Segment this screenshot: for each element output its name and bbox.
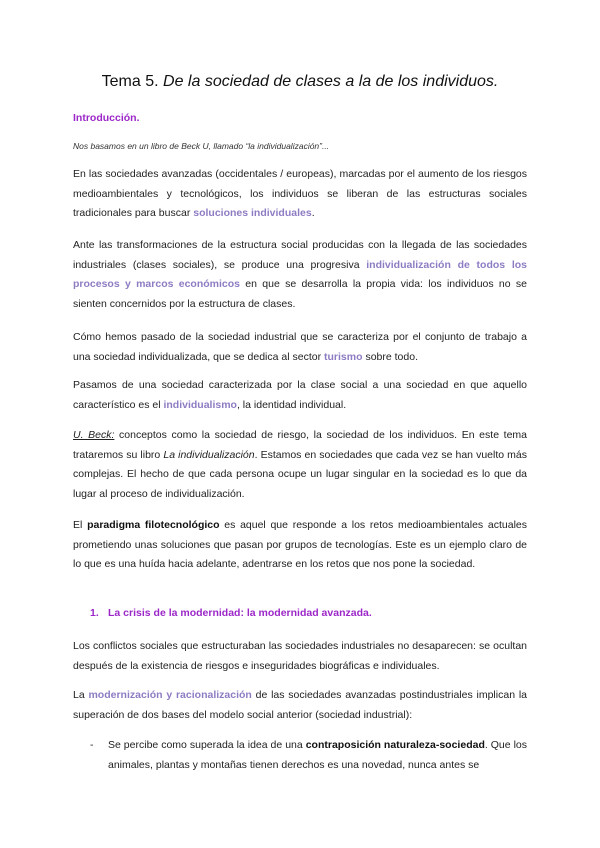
paragraph-6: El paradigma filotecnológico es aquel que responde a los retos medioambientales actuales prometiendo unas soluciones que pasan por grupos de tecnologías. Este es un ejemplo claro de lo que es una huída hacia adelante, adentrarse en los retos que nos pone la sociedad. [73,519,527,570]
list-item-text: Se percibe como superada la idea de una contraposición naturaleza-sociedad. Que los animales, plantas y montañas tienen derechos es una novedad, nunca antes se [108,739,527,771]
bold-term: contraposición naturaleza-sociedad [305,739,485,751]
highlight-term: modernización y racionalización [88,689,252,701]
bullet-dash: - [90,739,94,751]
intro-heading: Introducción. [73,112,140,124]
list-item [90,736,527,775]
title-lead: Tema 5. [101,73,159,90]
author-name: U. Beck: [73,429,115,441]
page-title [0,73,600,91]
paragraph-2: Ante las transformaciones de la estructura social producidas con la llegada de las sociedades industriales (clases sociales), se produce una progresiva individualización de todos los procesos y marcos económicos en que se desarrolla la propia vida: los individuos no se sienten concernidos por la estructura de clases. [73,239,527,310]
intro-note: Nos basamos en un libro de Beck U, llamado “la individualización”... [73,141,330,151]
paragraph-8: La modernización y racionalización de las sociedades avanzadas postindustriales implican la superación de dos bases del modelo social anterior (sociedad industrial): [73,689,527,721]
section-number: 1. [90,607,99,619]
section-title: La crisis de la modernidad: la modernidad avanzada. [108,607,372,619]
book-title: La individualización [163,448,255,461]
highlight-term: individualismo [163,398,237,411]
paragraph-3: Cómo hemos pasado de la sociedad industrial que se caracteriza por el conjunto de trabajo a una sociedad individualizada, que se dedica al sector turismo sobre todo. [73,331,527,363]
highlight-term: soluciones individuales [193,207,312,219]
bold-term: paradigma filotecnológico [87,519,220,531]
section-1-heading [90,607,372,619]
title-subtitle: De la sociedad de clases a la de los individuos. [163,73,499,90]
paragraph-1: En las sociedades avanzadas (occidentales / europeas), marcadas por el aumento de los riesgos medioambientales y tecnológicos, los individuos se liberan de las estructuras sociales tradicionales para buscar soluciones individuales. [73,168,527,219]
highlight-term: turismo [324,350,363,363]
paragraph-4: Pasamos de una sociedad caracterizada por la clase social a una sociedad en que aquello característico es el individualismo, la identidad individual. [73,379,527,411]
paragraph-5: U. Beck: conceptos como la sociedad de riesgo, la sociedad de los individuos. En este tema trataremos su libro La individualización. Estamos en sociedades que cada vez se han vuelto más complejas. El hecho de que cada persona ocupe un lugar singular en la sociedad es lo que da lugar al proceso de individualización. [73,429,528,500]
paragraph-7: Los conflictos sociales que estructuraban las sociedades industriales no desaparecen: se ocultan después de la existencia de riesgos e inseguridades biográficas e individuales. [73,640,527,672]
highlight-term: individualización de todos los procesos y marcos económicos [73,258,527,290]
